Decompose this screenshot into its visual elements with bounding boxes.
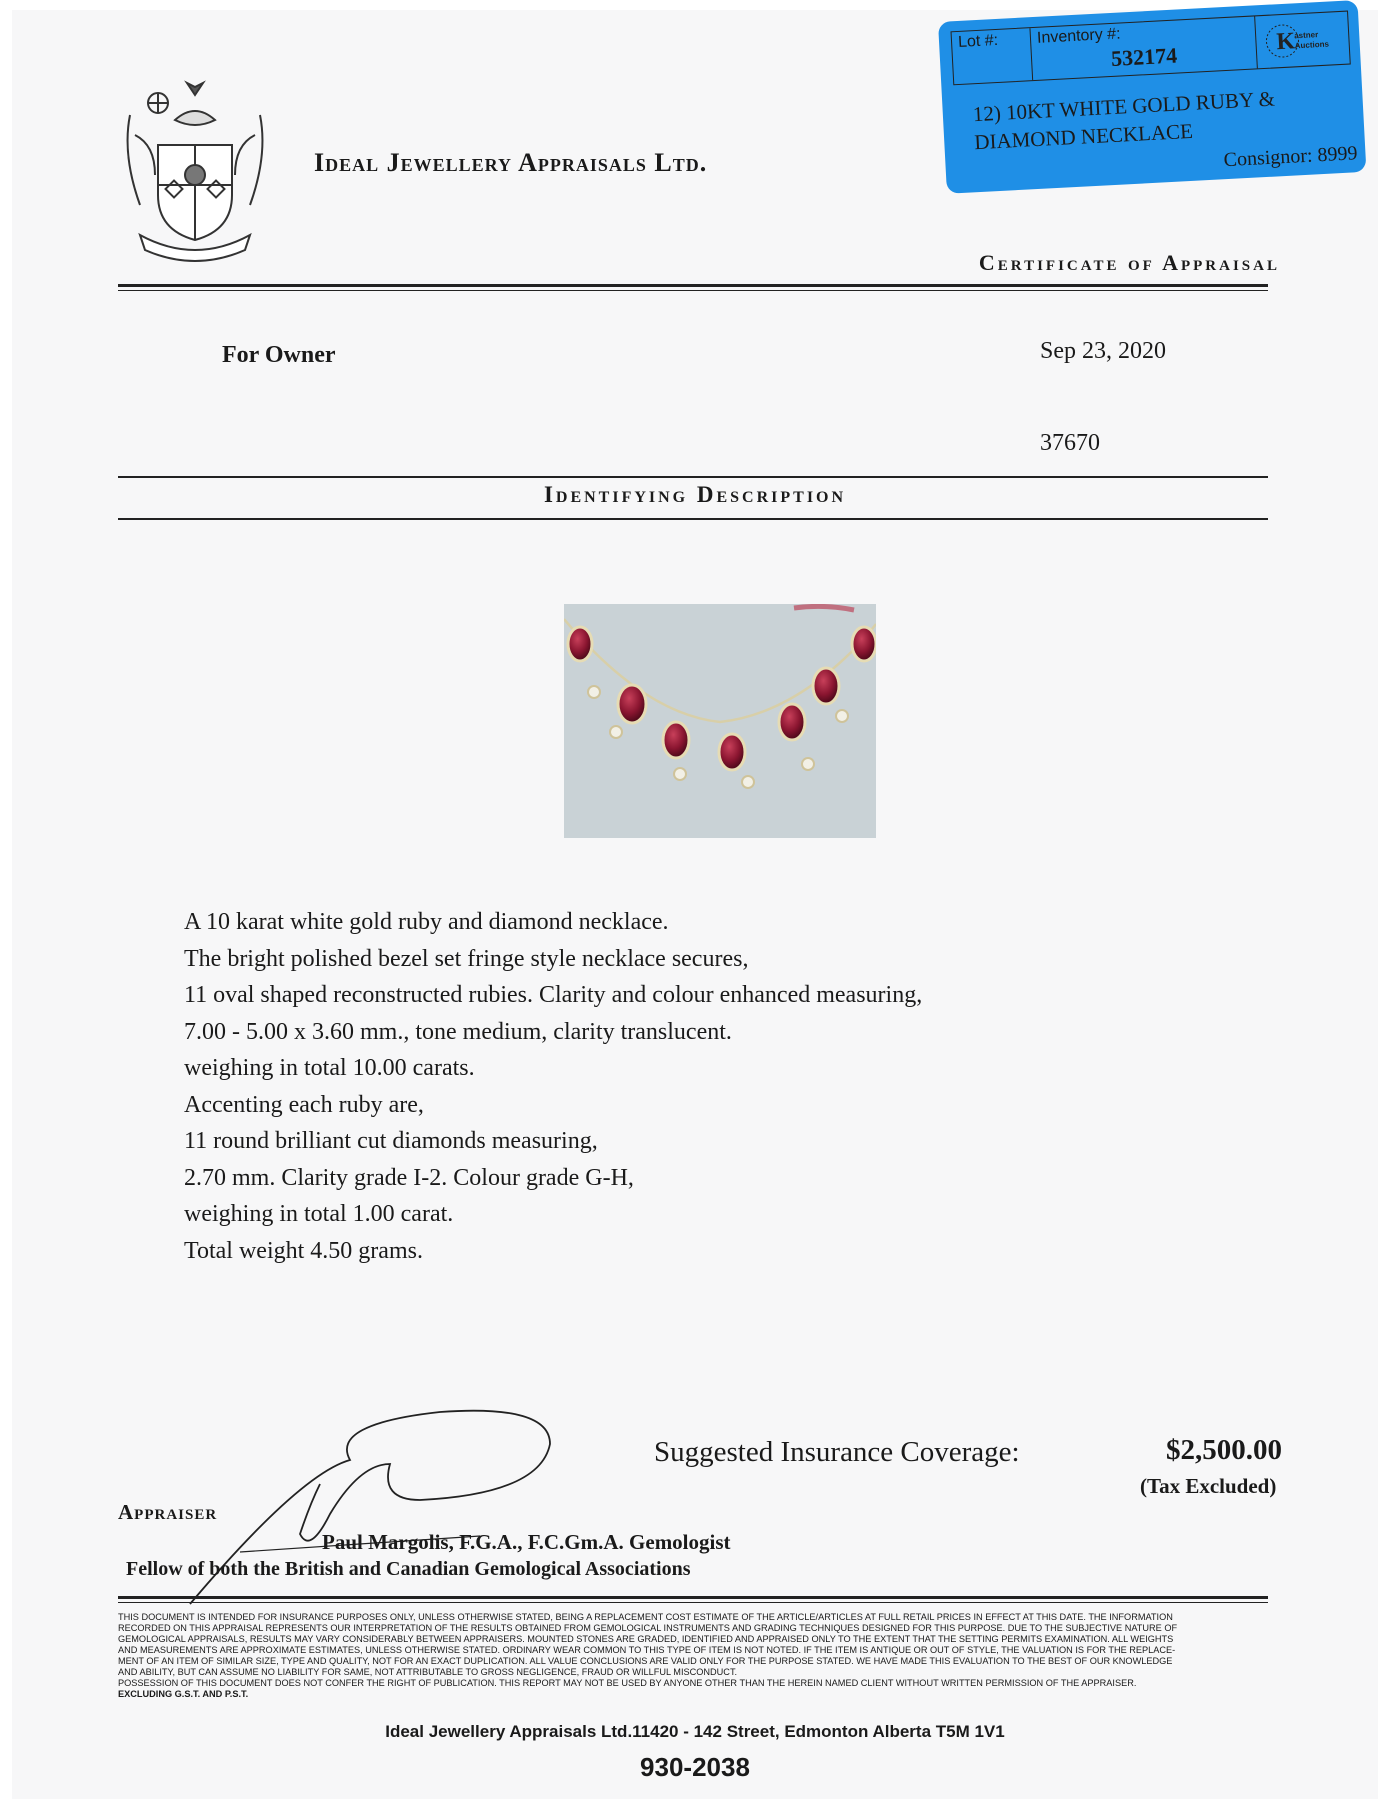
disclaimer-line: THIS DOCUMENT IS INTENDED FOR INSURANCE PURPOSES ONLY, UNLESS OTHERWISE STATED, BEING A REPLACEMENT COST ESTIMATE OF THE ARTICLE/ARTICLES AT FULL RETAIL PRICES IN EFFECT AT THIS DATE. THE INFORMATION (118, 1612, 1173, 1622)
tag-description-line2: DIAMOND NECKLACE (973, 118, 1194, 155)
description-line: 7.00 - 5.00 x 3.60 mm., tone medium, clarity translucent. (184, 1018, 732, 1045)
tag-inventory-label: Inventory #: (1036, 25, 1121, 47)
tax-note: (Tax Excluded) (1140, 1474, 1277, 1498)
owner-label: For Owner (222, 342, 336, 368)
svg-text:astner: astner (1293, 30, 1319, 41)
appraiser-signature (180, 1404, 620, 1614)
disclaimer-line: AND MEASUREMENTS ARE APPROXIMATE ESTIMATES, UNLESS OTHERWISE STATED. ORDINARY WEAR COMMON TO THIS TYPE OF ITEM IS NOT NOTED. IF THE ITEM IS ANTIQUE OR OUT OF STYLE, THE VALUATION IS FOR THE REPLACE- (118, 1645, 1176, 1655)
appraiser-name: Paul Margolis, F.G.A., F.C.Gm.A. Gemologist (322, 1530, 731, 1554)
insurance-value: $2,500.00 (1166, 1434, 1282, 1466)
disclaimer (118, 1612, 1268, 1700)
reference-number: 37670 (1040, 430, 1100, 456)
appraiser-label: Appraiser (118, 1500, 218, 1524)
tag-lot-label: Lot #: (957, 31, 999, 51)
tag-inventory-cell (1030, 16, 1257, 80)
disclaimer-line: MENT OF AN ITEM OF SIMILAR SIZE, TYPE AND QUALITY, NOT FOR AN EXACT DUPLICATION. ALL VALUE CONCLUSIONS ARE VALID ONLY FOR THE PURPOSE STATED. WE HAVE MADE THIS EVALUATION TO THE BEST OF OUR KNOWLEDGE (118, 1656, 1173, 1666)
insurance-label: Suggested Insurance Coverage: (654, 1436, 1020, 1468)
section-rule-bottom (118, 518, 1268, 520)
description-line: Total weight 4.50 grams. (184, 1237, 423, 1264)
header-rule-thick (118, 284, 1268, 287)
svg-text:Auctions: Auctions (1294, 39, 1330, 51)
footer-phone: 930-2038 (640, 1752, 750, 1782)
footer-rule-thin (118, 1602, 1268, 1603)
certificate-title: Certificate of Appraisal (978, 250, 1280, 275)
tag-description-line1: 12) 10KT WHITE GOLD RUBY & (972, 86, 1276, 127)
disclaimer-line: RECORDED ON THIS APPRAISAL REPRESENTS OUR INTERPRETATION OF THE RESULTS OBTAINED FROM GEMOLOGICAL INSTRUMENTS AND GRADING TECHNIQUES DESIGNED FOR THIS PURPOSE. DUE TO THE SUBJECTIVE NATURE OF (118, 1623, 1178, 1633)
tag-header-grid (951, 11, 1351, 86)
description-line: 2.70 mm. Clarity grade I-2. Colour grade G-H, (184, 1164, 634, 1191)
description-line: weighing in total 1.00 carat. (184, 1201, 454, 1227)
appraisal-date: Sep 23, 2020 (1040, 338, 1166, 364)
description-line: 11 oval shaped reconstructed rubies. Clarity and colour enhanced measuring, (184, 982, 923, 1008)
description-line: Accenting each ruby are, (184, 1091, 424, 1118)
necklace-photo (564, 604, 876, 838)
disclaimer-line: GEMOLOGICAL APPRAISALS, RESULTS MAY VARY CONSIDERABLY BETWEEN APPRAISERS. MOUNTED STONES ARE GRADED, IDENTIFIED AND APPRAISED ONLY TO THE EXTENT THAT THE SETTING PERMITS EXAMINATION. ALL WEIGHTS (118, 1634, 1174, 1644)
disclaimer-line: EXCLUDING G.S.T. AND P.S.T. (118, 1689, 249, 1699)
kastner-logo (1255, 12, 1350, 69)
tag-lot-cell (952, 28, 1034, 84)
header-rule-thin (118, 290, 1268, 291)
description-line: 11 round brilliant cut diamonds measuring, (184, 1128, 598, 1154)
section-title: Identifying Description (543, 482, 847, 507)
description-line: A 10 karat white gold ruby and diamond necklace. (184, 909, 669, 935)
tag-consignor: Consignor: 8999 (1223, 142, 1359, 172)
disclaimer-line: AND ABILITY, BUT CAN ASSUME NO LIABILITY FOR SAME, NOT ATTRIBUTABLE TO GROSS NEGLIGENCE, FRAUD OR WILLFUL MISCONDUCT. (118, 1667, 738, 1677)
footer-address: Ideal Jewellery Appraisals Ltd.11420 - 142 Street, Edmonton Alberta T5M 1V1 (385, 1722, 1005, 1741)
footer-rule-thick (118, 1596, 1268, 1599)
svg-text:K: K (1275, 28, 1296, 56)
company-name: Ideal Jewellery Appraisals Ltd. (314, 148, 708, 177)
appraiser-credentials: Fellow of both the British and Canadian Gemological Associations (126, 1558, 691, 1580)
description-line: The bright polished bezel set fringe style necklace secures, (184, 945, 749, 972)
tag-inventory-number: 532174 (1110, 42, 1178, 71)
tag-description (972, 81, 1334, 156)
section-rule-top (118, 476, 1268, 478)
disclaimer-line: POSSESSION OF THIS DOCUMENT DOES NOT CONFER THE RIGHT OF PUBLICATION. THIS REPORT MAY NOT BE USED BY ANYONE OTHER THAN THE HEREIN NAMED CLIENT WITHOUT WRITTEN PERMISSION OF THE APPRAISER. (118, 1678, 1137, 1688)
auction-logo-icon (1261, 16, 1343, 64)
item-description (184, 904, 922, 1269)
description-line: weighing in total 10.00 carats. (184, 1055, 475, 1081)
coat-of-arms-icon (120, 75, 270, 265)
auction-tag (938, 0, 1366, 194)
